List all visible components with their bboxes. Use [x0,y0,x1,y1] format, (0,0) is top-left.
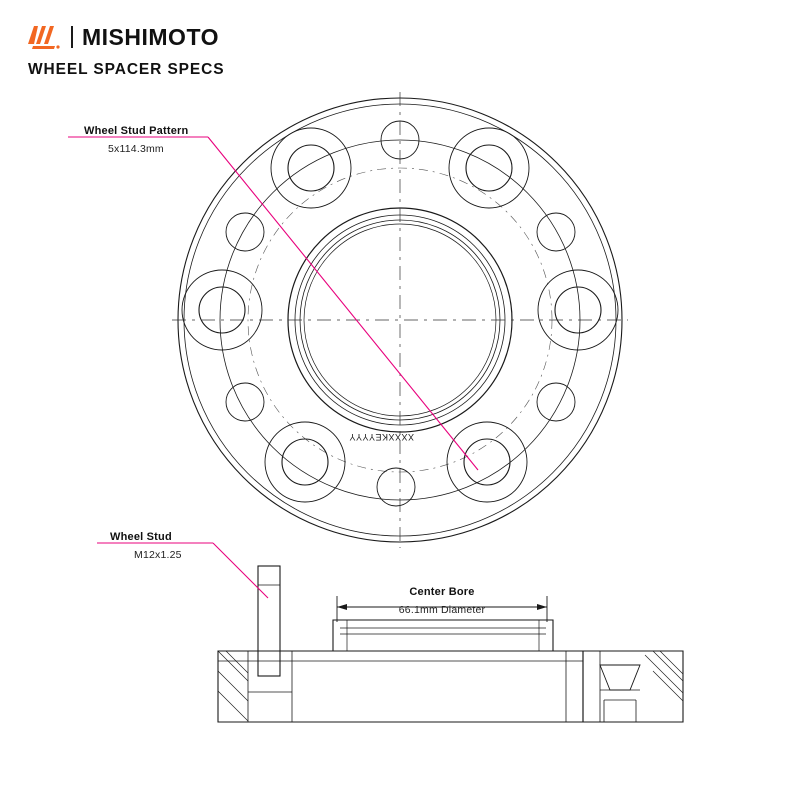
callout-title: Wheel Stud Pattern [84,125,189,137]
leader-lines [68,137,478,598]
callout-value: 5x114.3mm [108,143,164,155]
callout-value: M12x1.25 [134,549,182,561]
callout-wheel-stud [110,531,182,561]
callout-title: Center Bore [409,586,475,598]
callout-wheel-stud-pattern [84,125,188,155]
front-view-wheel-spacer [172,92,628,548]
callout-center-bore [337,586,547,616]
brand-name: MISHIMOTO [82,23,219,50]
hub-marking-text: XXXXKEYYYY [349,432,415,442]
page-subtitle: WHEEL SPACER SPECS [28,61,225,78]
callout-title: Wheel Stud [110,531,172,543]
callout-value: 66.1mm Diameter [398,604,486,616]
